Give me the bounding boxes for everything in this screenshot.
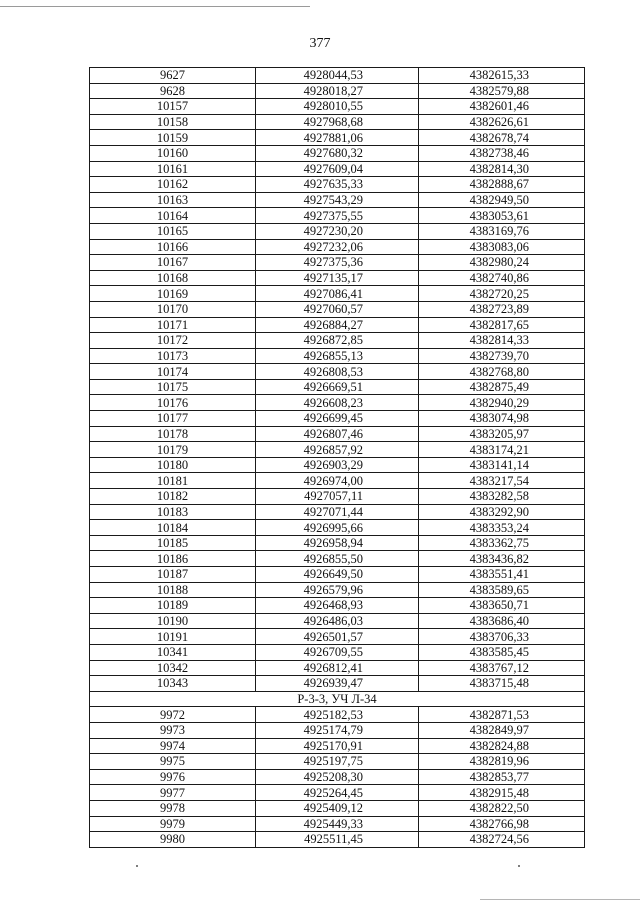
point-number-cell: 10162 bbox=[90, 177, 256, 193]
point-number-cell: 10171 bbox=[90, 317, 256, 333]
x-coordinate-cell: 4927680,32 bbox=[256, 145, 419, 161]
point-number-cell: 9973 bbox=[90, 722, 256, 738]
point-number-cell: 10177 bbox=[90, 411, 256, 427]
x-coordinate-cell: 4927635,33 bbox=[256, 177, 419, 193]
x-coordinate-cell: 4927230,20 bbox=[256, 223, 419, 239]
x-coordinate-cell: 4925511,45 bbox=[256, 832, 419, 848]
x-coordinate-cell: 4925409,12 bbox=[256, 800, 419, 816]
x-coordinate-cell: 4926808,53 bbox=[256, 364, 419, 380]
point-number-cell: 9627 bbox=[90, 68, 256, 84]
y-coordinate-cell: 4383589,65 bbox=[419, 582, 585, 598]
y-coordinate-cell: 4383650,71 bbox=[419, 598, 585, 614]
x-coordinate-cell: 4925449,33 bbox=[256, 816, 419, 832]
x-coordinate-cell: 4926579,96 bbox=[256, 582, 419, 598]
y-coordinate-cell: 4382723,89 bbox=[419, 301, 585, 317]
point-number-cell: 10181 bbox=[90, 473, 256, 489]
x-coordinate-cell: 4926807,46 bbox=[256, 426, 419, 442]
y-coordinate-cell: 4383715,48 bbox=[419, 676, 585, 692]
coordinates-table bbox=[89, 67, 585, 848]
table-row bbox=[90, 68, 585, 84]
table-row bbox=[90, 177, 585, 193]
table-row bbox=[90, 364, 585, 380]
table-row bbox=[90, 722, 585, 738]
x-coordinate-cell: 4926855,50 bbox=[256, 551, 419, 567]
point-number-cell: 10188 bbox=[90, 582, 256, 598]
y-coordinate-cell: 4383205,97 bbox=[419, 426, 585, 442]
table-row bbox=[90, 769, 585, 785]
table-row bbox=[90, 83, 585, 99]
point-number-cell: 10189 bbox=[90, 598, 256, 614]
table-row bbox=[90, 411, 585, 427]
point-number-cell: 10166 bbox=[90, 239, 256, 255]
table-row bbox=[90, 676, 585, 692]
table-row bbox=[90, 832, 585, 848]
y-coordinate-cell: 4383686,40 bbox=[419, 613, 585, 629]
y-coordinate-cell: 4383174,21 bbox=[419, 442, 585, 458]
point-number-cell: 9976 bbox=[90, 769, 256, 785]
x-coordinate-cell: 4926608,23 bbox=[256, 395, 419, 411]
y-coordinate-cell: 4382940,29 bbox=[419, 395, 585, 411]
x-coordinate-cell: 4927057,11 bbox=[256, 489, 419, 505]
table-row bbox=[90, 629, 585, 645]
point-number-cell: 10167 bbox=[90, 255, 256, 271]
point-number-cell: 9978 bbox=[90, 800, 256, 816]
page-number: 377 bbox=[309, 36, 331, 51]
point-number-cell: 9980 bbox=[90, 832, 256, 848]
table-row bbox=[90, 426, 585, 442]
point-number-cell: 10183 bbox=[90, 504, 256, 520]
table-row bbox=[90, 114, 585, 130]
point-number-cell: 10343 bbox=[90, 676, 256, 692]
y-coordinate-cell: 4382601,46 bbox=[419, 99, 585, 115]
table-row bbox=[90, 130, 585, 146]
x-coordinate-cell: 4926974,00 bbox=[256, 473, 419, 489]
table-row bbox=[90, 738, 585, 754]
point-number-cell: 10173 bbox=[90, 348, 256, 364]
y-coordinate-cell: 4382768,80 bbox=[419, 364, 585, 380]
x-coordinate-cell: 4925208,30 bbox=[256, 769, 419, 785]
x-coordinate-cell: 4926903,29 bbox=[256, 457, 419, 473]
x-coordinate-cell: 4925182,53 bbox=[256, 707, 419, 723]
table-row bbox=[90, 535, 585, 551]
x-coordinate-cell: 4926995,66 bbox=[256, 520, 419, 536]
table-row bbox=[90, 255, 585, 271]
x-coordinate-cell: 4925264,45 bbox=[256, 785, 419, 801]
y-coordinate-cell: 4383053,61 bbox=[419, 208, 585, 224]
y-coordinate-cell: 4382915,48 bbox=[419, 785, 585, 801]
x-coordinate-cell: 4926855,13 bbox=[256, 348, 419, 364]
table-row bbox=[90, 223, 585, 239]
x-coordinate-cell: 4928044,53 bbox=[256, 68, 419, 84]
point-number-cell: 10174 bbox=[90, 364, 256, 380]
x-coordinate-cell: 4927060,57 bbox=[256, 301, 419, 317]
x-coordinate-cell: 4927232,06 bbox=[256, 239, 419, 255]
table-row bbox=[90, 504, 585, 520]
point-number-cell: 10169 bbox=[90, 286, 256, 302]
point-number-cell: 10161 bbox=[90, 161, 256, 177]
y-coordinate-cell: 4382724,56 bbox=[419, 832, 585, 848]
table-row bbox=[90, 208, 585, 224]
point-number-cell: 10168 bbox=[90, 270, 256, 286]
section-row bbox=[90, 691, 585, 707]
y-coordinate-cell: 4382739,70 bbox=[419, 348, 585, 364]
point-number-cell: 10157 bbox=[90, 99, 256, 115]
table-row bbox=[90, 192, 585, 208]
section-label: Р-3-3, УЧ Л-34 bbox=[90, 691, 585, 707]
table-row bbox=[90, 379, 585, 395]
point-number-cell: 10185 bbox=[90, 535, 256, 551]
table-row bbox=[90, 239, 585, 255]
table-row bbox=[90, 707, 585, 723]
x-coordinate-cell: 4926468,93 bbox=[256, 598, 419, 614]
table-row bbox=[90, 317, 585, 333]
table-row bbox=[90, 551, 585, 567]
y-coordinate-cell: 4383282,58 bbox=[419, 489, 585, 505]
y-coordinate-cell: 4382949,50 bbox=[419, 192, 585, 208]
y-coordinate-cell: 4382615,33 bbox=[419, 68, 585, 84]
x-coordinate-cell: 4927086,41 bbox=[256, 286, 419, 302]
point-number-cell: 10342 bbox=[90, 660, 256, 676]
y-coordinate-cell: 4383706,33 bbox=[419, 629, 585, 645]
y-coordinate-cell: 4383083,06 bbox=[419, 239, 585, 255]
table-row bbox=[90, 785, 585, 801]
y-coordinate-cell: 4382626,61 bbox=[419, 114, 585, 130]
y-coordinate-cell: 4383074,98 bbox=[419, 411, 585, 427]
point-number-cell: 10186 bbox=[90, 551, 256, 567]
x-coordinate-cell: 4926709,55 bbox=[256, 644, 419, 660]
point-number-cell: 10178 bbox=[90, 426, 256, 442]
y-coordinate-cell: 4382817,65 bbox=[419, 317, 585, 333]
table-row bbox=[90, 582, 585, 598]
table-row bbox=[90, 754, 585, 770]
y-coordinate-cell: 4383436,82 bbox=[419, 551, 585, 567]
table-row bbox=[90, 395, 585, 411]
y-coordinate-cell: 4383362,75 bbox=[419, 535, 585, 551]
x-coordinate-cell: 4928010,55 bbox=[256, 99, 419, 115]
y-coordinate-cell: 4382766,98 bbox=[419, 816, 585, 832]
point-number-cell: 10163 bbox=[90, 192, 256, 208]
y-coordinate-cell: 4383292,90 bbox=[419, 504, 585, 520]
y-coordinate-cell: 4382720,25 bbox=[419, 286, 585, 302]
table-row bbox=[90, 348, 585, 364]
point-number-cell: 10341 bbox=[90, 644, 256, 660]
point-number-cell: 10172 bbox=[90, 333, 256, 349]
y-coordinate-cell: 4382888,67 bbox=[419, 177, 585, 193]
y-coordinate-cell: 4382871,53 bbox=[419, 707, 585, 723]
point-number-cell: 9977 bbox=[90, 785, 256, 801]
point-number-cell: 10158 bbox=[90, 114, 256, 130]
y-coordinate-cell: 4382740,86 bbox=[419, 270, 585, 286]
x-coordinate-cell: 4926501,57 bbox=[256, 629, 419, 645]
point-number-cell: 10191 bbox=[90, 629, 256, 645]
y-coordinate-cell: 4382980,24 bbox=[419, 255, 585, 271]
table-row bbox=[90, 145, 585, 161]
x-coordinate-cell: 4927135,17 bbox=[256, 270, 419, 286]
x-coordinate-cell: 4925197,75 bbox=[256, 754, 419, 770]
x-coordinate-cell: 4925170,91 bbox=[256, 738, 419, 754]
x-coordinate-cell: 4927881,06 bbox=[256, 130, 419, 146]
table-row bbox=[90, 301, 585, 317]
point-number-cell: 10176 bbox=[90, 395, 256, 411]
top-scan-rule bbox=[0, 6, 310, 7]
table-row bbox=[90, 270, 585, 286]
y-coordinate-cell: 4383141,14 bbox=[419, 457, 585, 473]
table-row bbox=[90, 489, 585, 505]
table-row bbox=[90, 644, 585, 660]
y-coordinate-cell: 4382875,49 bbox=[419, 379, 585, 395]
x-coordinate-cell: 4926812,41 bbox=[256, 660, 419, 676]
table-row bbox=[90, 598, 585, 614]
table-row bbox=[90, 161, 585, 177]
y-coordinate-cell: 4382678,74 bbox=[419, 130, 585, 146]
point-number-cell: 10170 bbox=[90, 301, 256, 317]
table-row bbox=[90, 442, 585, 458]
point-number-cell: 10180 bbox=[90, 457, 256, 473]
point-number-cell: 10182 bbox=[90, 489, 256, 505]
y-coordinate-cell: 4382824,88 bbox=[419, 738, 585, 754]
x-coordinate-cell: 4926872,85 bbox=[256, 333, 419, 349]
table-row bbox=[90, 99, 585, 115]
x-coordinate-cell: 4926649,50 bbox=[256, 567, 419, 583]
bottom-scan-rule bbox=[480, 899, 640, 900]
y-coordinate-cell: 4382819,96 bbox=[419, 754, 585, 770]
x-coordinate-cell: 4926857,92 bbox=[256, 442, 419, 458]
table-row bbox=[90, 613, 585, 629]
point-number-cell: 10159 bbox=[90, 130, 256, 146]
point-number-cell: 9979 bbox=[90, 816, 256, 832]
table-row bbox=[90, 520, 585, 536]
scan-speck bbox=[136, 865, 138, 867]
table-row bbox=[90, 660, 585, 676]
table-row bbox=[90, 286, 585, 302]
y-coordinate-cell: 4383353,24 bbox=[419, 520, 585, 536]
x-coordinate-cell: 4928018,27 bbox=[256, 83, 419, 99]
point-number-cell: 10187 bbox=[90, 567, 256, 583]
table-row bbox=[90, 333, 585, 349]
point-number-cell: 9975 bbox=[90, 754, 256, 770]
table-row bbox=[90, 473, 585, 489]
point-number-cell: 9972 bbox=[90, 707, 256, 723]
coordinates-table-body bbox=[90, 68, 585, 848]
x-coordinate-cell: 4926669,51 bbox=[256, 379, 419, 395]
y-coordinate-cell: 4383217,54 bbox=[419, 473, 585, 489]
x-coordinate-cell: 4927375,55 bbox=[256, 208, 419, 224]
scan-speck bbox=[518, 865, 520, 867]
x-coordinate-cell: 4925174,79 bbox=[256, 722, 419, 738]
y-coordinate-cell: 4383585,45 bbox=[419, 644, 585, 660]
y-coordinate-cell: 4382814,33 bbox=[419, 333, 585, 349]
y-coordinate-cell: 4382822,50 bbox=[419, 800, 585, 816]
x-coordinate-cell: 4926486,03 bbox=[256, 613, 419, 629]
y-coordinate-cell: 4382738,46 bbox=[419, 145, 585, 161]
point-number-cell: 10184 bbox=[90, 520, 256, 536]
table-row bbox=[90, 816, 585, 832]
x-coordinate-cell: 4927071,44 bbox=[256, 504, 419, 520]
x-coordinate-cell: 4926884,27 bbox=[256, 317, 419, 333]
point-number-cell: 10179 bbox=[90, 442, 256, 458]
point-number-cell: 10164 bbox=[90, 208, 256, 224]
table-row bbox=[90, 567, 585, 583]
y-coordinate-cell: 4383551,41 bbox=[419, 567, 585, 583]
y-coordinate-cell: 4382853,77 bbox=[419, 769, 585, 785]
x-coordinate-cell: 4926939,47 bbox=[256, 676, 419, 692]
table-row bbox=[90, 800, 585, 816]
point-number-cell: 10160 bbox=[90, 145, 256, 161]
y-coordinate-cell: 4383169,76 bbox=[419, 223, 585, 239]
table-row bbox=[90, 457, 585, 473]
point-number-cell: 10190 bbox=[90, 613, 256, 629]
x-coordinate-cell: 4926958,94 bbox=[256, 535, 419, 551]
point-number-cell: 9628 bbox=[90, 83, 256, 99]
x-coordinate-cell: 4927609,04 bbox=[256, 161, 419, 177]
point-number-cell: 10175 bbox=[90, 379, 256, 395]
point-number-cell: 9974 bbox=[90, 738, 256, 754]
x-coordinate-cell: 4926699,45 bbox=[256, 411, 419, 427]
y-coordinate-cell: 4382579,88 bbox=[419, 83, 585, 99]
point-number-cell: 10165 bbox=[90, 223, 256, 239]
x-coordinate-cell: 4927543,29 bbox=[256, 192, 419, 208]
y-coordinate-cell: 4382849,97 bbox=[419, 722, 585, 738]
x-coordinate-cell: 4927375,36 bbox=[256, 255, 419, 271]
x-coordinate-cell: 4927968,68 bbox=[256, 114, 419, 130]
y-coordinate-cell: 4382814,30 bbox=[419, 161, 585, 177]
y-coordinate-cell: 4383767,12 bbox=[419, 660, 585, 676]
